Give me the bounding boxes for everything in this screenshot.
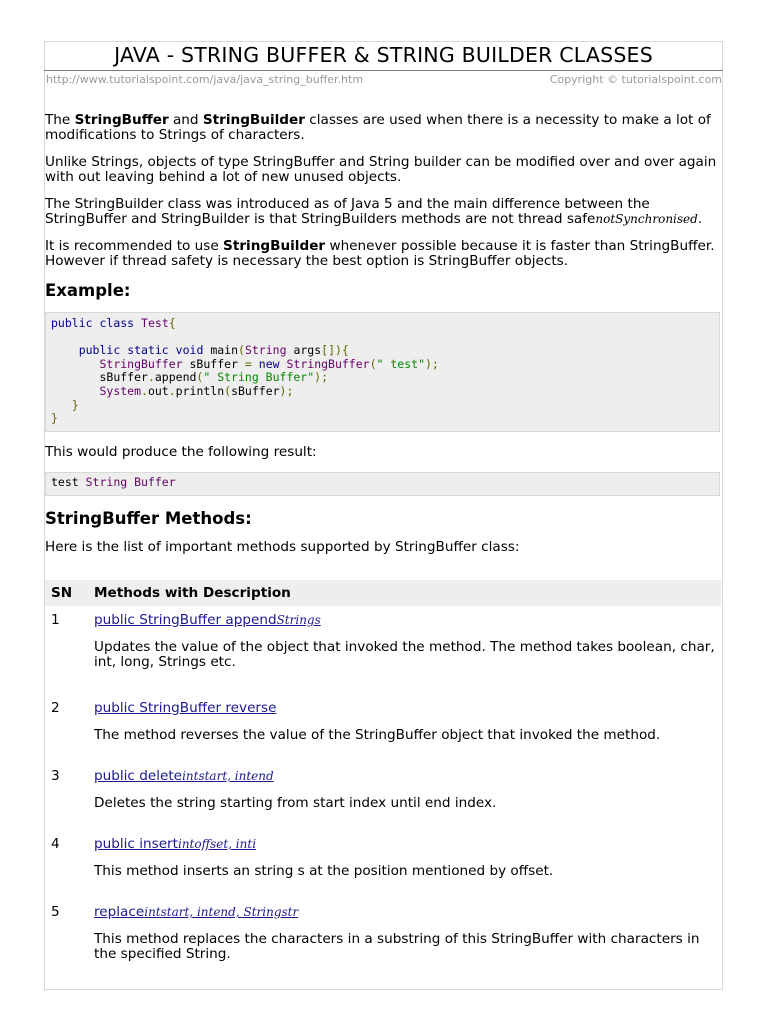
- methods-table: [45, 580, 721, 974]
- intro-paragraph-1: The StringBuffer and StringBuilder classes are used when there is a necessity to make a lot of modifications to Strings of characters.: [45, 112, 711, 143]
- row-content: [94, 892, 721, 974]
- table-row: [45, 606, 721, 688]
- column-header-sn: SN: [45, 580, 94, 606]
- source-url[interactable]: http://www.tutorialspoint.com/java/java_string_buffer.htm: [46, 73, 364, 86]
- table-row: [45, 892, 721, 974]
- row-content: [94, 606, 721, 688]
- example-heading: Example:: [45, 281, 131, 300]
- method-description: Deletes the string starting from start index until end index.: [94, 795, 497, 811]
- intro-paragraph-4: It is recommended to use StringBuilder whenever possible because it is faster than StringBuffer. However if thread safety is necessary the best option is StringBuffer objects.: [45, 238, 715, 269]
- result-output-block: [45, 472, 720, 496]
- copyright-notice: Copyright © tutorialspoint.com: [549, 73, 722, 86]
- intro-paragraph-2: Unlike Strings, objects of type StringBuffer and String builder can be modified over and over again with out leaving behind a lot of new unused objects.: [45, 154, 717, 185]
- row-content: [94, 688, 721, 756]
- intro-paragraph-3: The StringBuilder class was introduced as of Java 5 and the main difference between the StringBuffer and StringBuilder is that StringBuilders methods are not thread safenotSynchronised.: [45, 196, 703, 227]
- row-content: [94, 756, 721, 824]
- example-code-block: [45, 312, 720, 432]
- result-output: test String Buffer: [51, 475, 176, 489]
- method-link-delete[interactable]: public deleteintstart, intend: [94, 768, 274, 784]
- methods-heading: StringBuffer Methods:: [45, 509, 252, 528]
- row-sn: 4: [51, 836, 60, 852]
- table-row: [45, 756, 721, 824]
- row-sn: 1: [51, 612, 60, 628]
- page-title: JAVA - STRING BUFFER & STRING BUILDER CLASSES: [114, 43, 653, 67]
- method-link-replace[interactable]: replaceintstart, intend, Stringstr: [94, 904, 299, 920]
- row-content: [94, 824, 721, 892]
- row-sn: 2: [51, 700, 60, 716]
- method-link-reverse[interactable]: public StringBuffer reverse: [94, 700, 277, 716]
- title-divider: [44, 70, 723, 71]
- method-link-append[interactable]: public StringBuffer appendStrings: [94, 612, 321, 628]
- row-sn: 3: [51, 768, 60, 784]
- table-row: [45, 688, 721, 756]
- column-header-description: Methods with Description: [94, 580, 721, 606]
- method-link-insert[interactable]: public insertintoffset, inti: [94, 836, 257, 852]
- method-description: This method replaces the characters in a substring of this StringBuffer with characters in the specified String.: [94, 931, 700, 962]
- method-description: Updates the value of the object that invoked the method. The method takes boolean, char, int, long, Strings etc.: [94, 639, 715, 670]
- method-description: The method reverses the value of the StringBuffer object that invoked the method.: [94, 727, 661, 743]
- example-code: public class Test{ public static void main(String args[]){ StringBuffer sBuffer = new StringBuffer(" test"); sBuffer.append(" String Buffer"); System.out.println(sBuffer); } }: [51, 316, 439, 426]
- method-description: This method inserts an string s at the position mentioned by offset.: [94, 863, 554, 879]
- result-intro: This would produce the following result:: [45, 444, 317, 460]
- methods-intro: Here is the list of important methods supported by StringBuffer class:: [45, 539, 520, 555]
- row-sn: 5: [51, 904, 60, 920]
- table-row: [45, 824, 721, 892]
- table-header-row: [45, 580, 721, 606]
